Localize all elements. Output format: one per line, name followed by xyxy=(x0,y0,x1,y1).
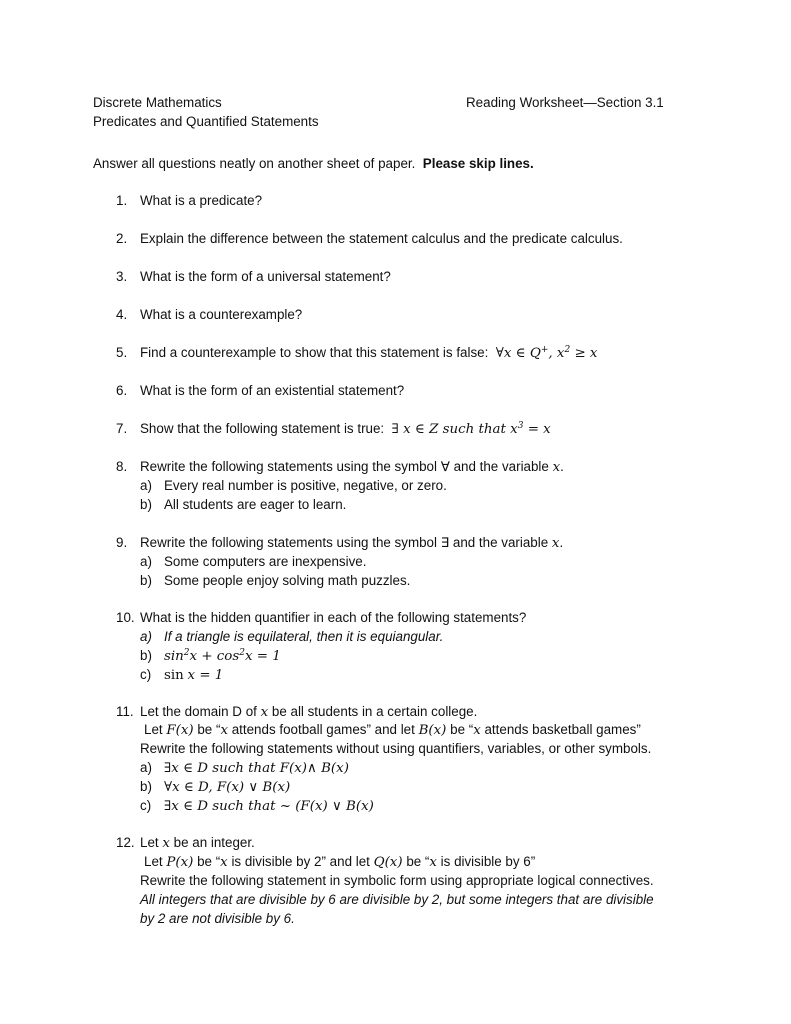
question-number: 5. xyxy=(116,345,128,360)
question-10 xyxy=(116,609,526,627)
question-text: What is the hidden quantifier in each of the following statements? xyxy=(140,610,527,625)
question-3 xyxy=(116,268,391,286)
question-6 xyxy=(116,382,404,400)
sub-item: b) ∀x ∈ D, F(x) ∨ B(x) xyxy=(140,779,291,795)
topic-title: Predicates and Quantified Statements xyxy=(93,114,319,129)
question-text: What is the form of an existential statement? xyxy=(140,383,405,398)
question-number: 10. xyxy=(116,610,135,625)
question-text: Find a counterexample to show that this statement is false: xyxy=(140,345,489,360)
formula: $\sin^2x + \cos^2x = 1$ xyxy=(164,648,281,664)
instructions xyxy=(93,155,534,173)
question-5 xyxy=(116,344,598,363)
question-7 xyxy=(116,420,551,439)
formula: ∃ x ∈ Z such that $x^3 = x$ xyxy=(391,421,551,437)
variable: x xyxy=(551,536,560,551)
question-number: 4. xyxy=(116,307,128,322)
sub-item: a) Some computers are inexpensive. xyxy=(140,554,367,569)
question-11: 11. Let the domain D of x be all students in a certain college. xyxy=(116,704,478,720)
question-1 xyxy=(116,192,262,210)
question-text: What is a counterexample? xyxy=(140,307,303,322)
question-number: 2. xyxy=(116,231,128,246)
sub-item: a) ∃x ∈ D such that F(x)∧ B(x) xyxy=(140,760,349,776)
sub-item: c) sin x = 1 xyxy=(140,667,224,683)
question-number: 7. xyxy=(116,421,128,436)
question-12-instruction: Rewrite the following statement in symbolic form using appropriate logical connectives. xyxy=(140,873,654,888)
formula: ∀x ∈ D, F(x) ∨ B(x) xyxy=(164,780,291,795)
question-12-statement-line-2: by 2 are not divisible by 6. xyxy=(140,911,295,926)
question-number: 6. xyxy=(116,383,128,398)
course-title: Discrete Mathematics xyxy=(93,95,222,110)
question-number: 1. xyxy=(116,193,128,208)
question-number: 3. xyxy=(116,269,128,284)
question-12: 12. Let x be an integer. xyxy=(116,835,255,851)
question-9: 9. Rewrite the following statements using the symbol ∃ and the variable x. xyxy=(116,535,564,551)
sub-item: b) $\sin^2x + \cos^2x = 1$ xyxy=(140,648,281,664)
instructions-text: Answer all questions neatly on another sheet of paper. xyxy=(93,156,416,171)
question-2 xyxy=(116,230,623,248)
question-text: Show that the following statement is true: xyxy=(140,421,385,436)
question-text: Rewrite the following statements using the symbol ∀ and the variable xyxy=(140,459,553,474)
question-text: What is a predicate? xyxy=(140,193,263,208)
question-number: 8. xyxy=(116,459,128,474)
sub-item: c) ∃x ∈ D such that ~ (F(x) ∨ B(x) xyxy=(140,798,374,814)
formula: ∃x ∈ D such that F(x)∧ B(x) xyxy=(164,761,349,776)
worksheet-title: Reading Worksheet—Section 3.1 xyxy=(466,95,664,110)
formula: sin x = 1 xyxy=(164,668,224,683)
variable: x xyxy=(552,460,561,475)
sub-item: a) Every real number is positive, negative, or zero. xyxy=(140,478,447,493)
question-number: 9. xyxy=(116,535,128,550)
question-text: Explain the difference between the statement calculus and the predicate calculus. xyxy=(140,231,623,246)
sub-item: b) All students are eager to learn. xyxy=(140,497,347,512)
question-8: 8. Rewrite the following statements using the symbol ∀ and the variable x. xyxy=(116,459,564,475)
question-12-definitions: Let P(x) be “x is divisible by 2” and let Q(x) be “x is divisible by 6” xyxy=(144,854,536,870)
question-text: What is the form of a universal statement? xyxy=(140,269,391,284)
question-4 xyxy=(116,306,302,324)
question-text: Rewrite the following statements using the symbol ∃ and the variable xyxy=(140,535,552,550)
question-12-statement-line-1: All integers that are divisible by 6 are divisible by 2, but some integers that are divisible xyxy=(140,892,654,907)
question-11-definitions: Let F(x) be “x attends football games” and let B(x) be “x attends basketball games” xyxy=(144,722,641,738)
question-11-instruction: Rewrite the following statements without using quantifiers, variables, or other symbols. xyxy=(140,741,652,756)
formula: ∀x ∈ Q+, $x^2 \ge x$ xyxy=(495,345,598,361)
question-number: 12. xyxy=(116,835,135,850)
formula: ∃x ∈ D such that ~ (F(x) ∨ B(x) xyxy=(164,799,374,814)
sub-item: a) If a triangle is equilateral, then it is equiangular. xyxy=(140,629,444,644)
instructions-emphasis: Please skip lines. xyxy=(422,156,534,171)
sub-item: b) Some people enjoy solving math puzzles. xyxy=(140,573,411,588)
question-number: 11. xyxy=(116,704,134,719)
